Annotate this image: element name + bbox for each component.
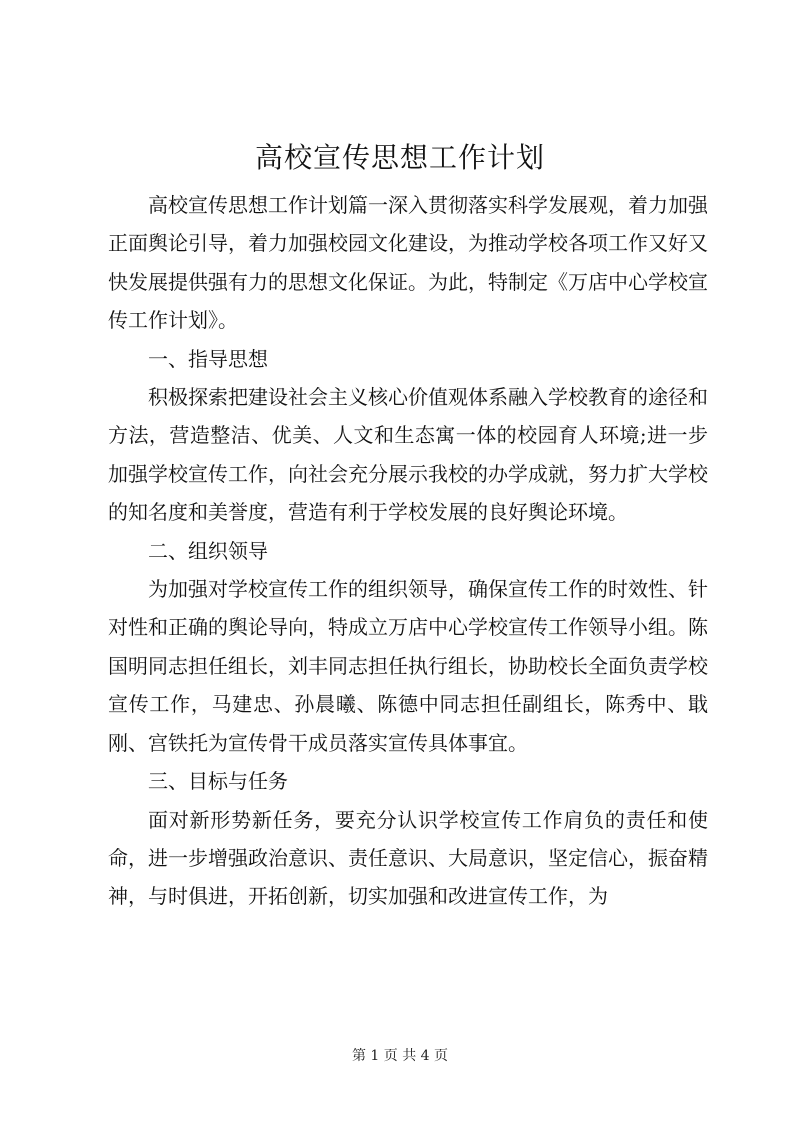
paragraph-guiding-ideology: 积极探索把建设社会主义核心价值观体系融入学校教育的途径和方法，营造整洁、优美、人文和生态寓一体的校园育人环境;进一步加强学校宣传工作，向社会充分展示我校的办学成就，努力扩大学校的知名度和美誉度，营造有利于学校发展的良好舆论环境。 — [108, 385, 708, 525]
document-title: 高校宣传思想工作计划 — [254, 141, 545, 174]
paragraph-organization: 为加强对学校宣传工作的组织领导，确保宣传工作的时效性、针对性和正确的舆论导向，特成立万店中心学校宣传工作领导小组。陈国明同志担任组长，刘丰同志担任执行组长，协助校长全面负责学校宣传工作，马建忠、孙晨曦、陈德中同志担任副组长，陈秀中、戢刚、宫铁托为宣传骨干成员落实宣传具体事宜。 — [108, 577, 708, 755]
paragraph-intro: 高校宣传思想工作计划篇一深入贯彻落实科学发展观，着力加强正面舆论引导，着力加强校园文化建设，为推动学校各项工作又好又快发展提供强有力的思想文化保证。为此，特制定《万店中心学校宣传工作计划》。 — [108, 193, 708, 333]
paragraph-goals-tasks: 面对新形势新任务，要充分认识学校宣传工作肩负的责任和使命，进一步增强政治意识、责任意识、大局意识，坚定信心，振奋精神，与时俱进，开拓创新，切实加强和改进宣传工作，为 — [108, 807, 708, 909]
section-heading-organization: 二、组织领导 — [148, 538, 268, 563]
section-heading-guiding-ideology: 一、指导思想 — [148, 346, 268, 371]
document-body — [108, 186, 708, 916]
page-footer: 第 1 页 共 4 页 — [351, 1048, 449, 1064]
section-heading-goals-tasks: 三、目标与任务 — [148, 769, 288, 794]
